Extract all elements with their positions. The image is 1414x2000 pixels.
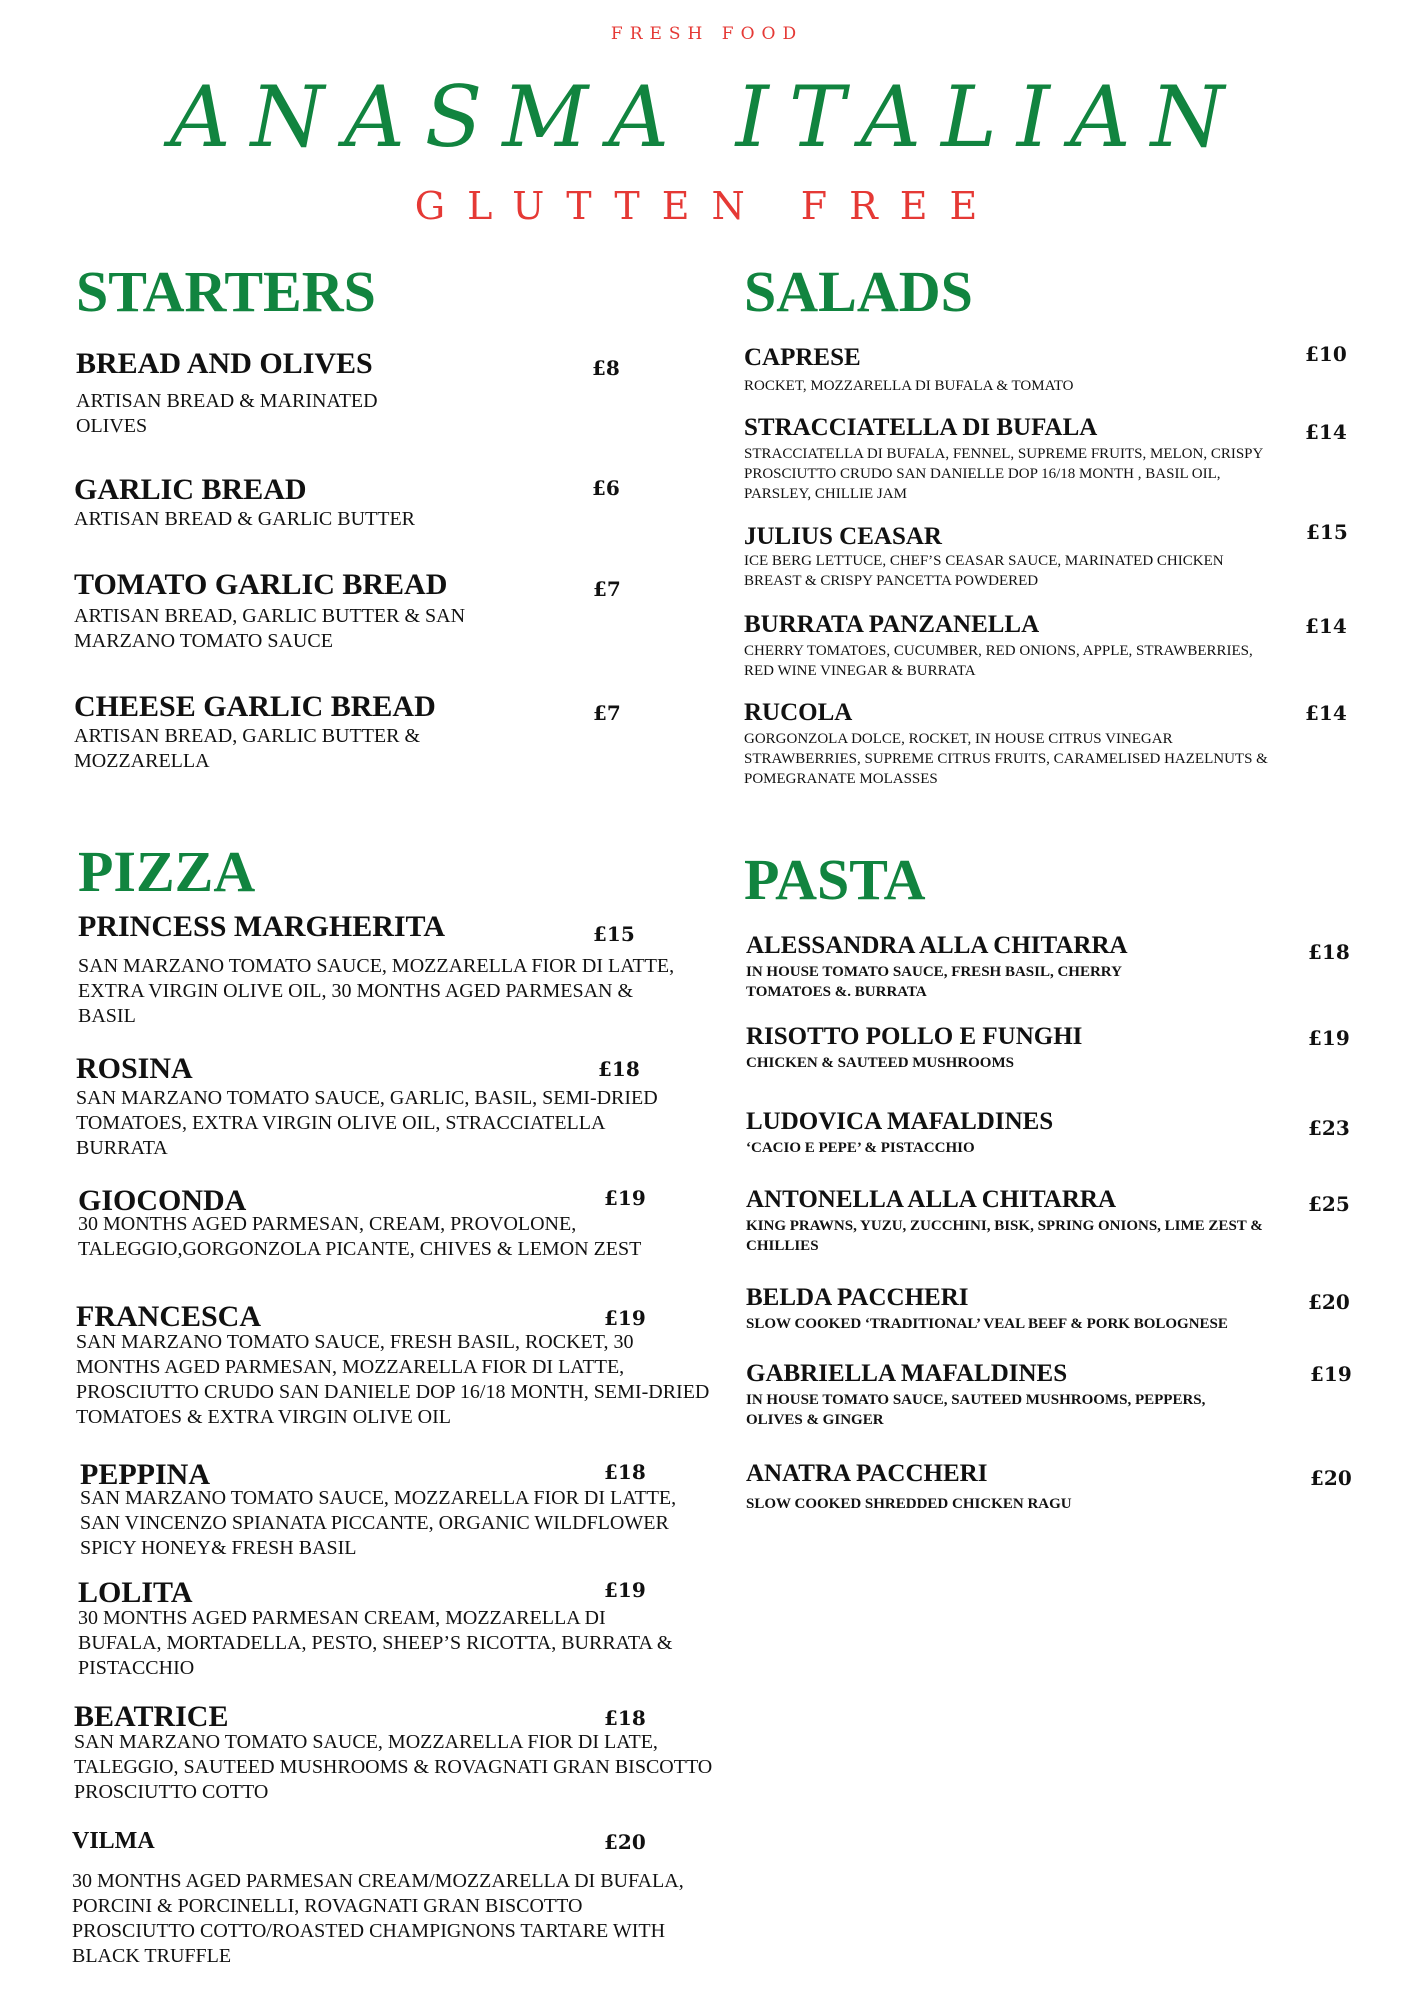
- starters-heading: STARTERS: [76, 259, 376, 324]
- item-description: GORGONZOLA DOLCE, ROCKET, IN HOUSE CITRUS VINEGAR STRAWBERRIES, SUPREME CITRUS FRUITS, CARAMELISED HAZELNUTS & POMEGRANATE MOLASSES: [744, 731, 1268, 787]
- item-price: £18: [598, 1057, 640, 1081]
- item-price: £14: [1305, 420, 1347, 444]
- item-description: ICE BERG LETTUCE, CHEF’S CEASAR SAUCE, MARINATED CHICKEN BREAST & CRISPY PANCETTA POWDERED: [744, 553, 1224, 589]
- item-description: 30 MONTHS AGED PARMESAN, CREAM, PROVOLONE, TALEGGIO,GORGONZOLA PICANTE, CHIVES & LEMON ZEST: [78, 1213, 642, 1260]
- item-description: CHICKEN & SAUTEED MUSHROOMS: [746, 1055, 1014, 1071]
- item-price: £19: [1308, 1026, 1350, 1050]
- menu-item: [74, 690, 494, 774]
- item-description: SAN MARZANO TOMATO SAUCE, FRESH BASIL, ROCKET, 30 MONTHS AGED PARMESAN, MOZZARELLA FIOR DI LATTE, PROSCIUTTO CRUDO SAN DANIELE DOP 16/18 MONTH, SEMI-DRIED TOMATOES & EXTRA VIRGIN OLIVE OIL: [76, 1331, 710, 1428]
- item-description: CHERRY TOMATOES, CUCUMBER, RED ONIONS, APPLE, STRAWBERRIES, RED WINE VINEGAR & BURRATA: [744, 643, 1253, 679]
- menu-item: [78, 1576, 688, 1681]
- item-price: £19: [1310, 1362, 1352, 1386]
- item-price: £18: [604, 1706, 646, 1730]
- menu-item: [74, 473, 514, 532]
- item-name: ANATRA PACCHERI: [746, 1460, 988, 1487]
- item-name: RUCOLA: [744, 699, 853, 726]
- item-name: PEPPINA: [80, 1458, 210, 1491]
- item-description: SLOW COOKED SHREDDED CHICKEN RAGU: [746, 1496, 1072, 1512]
- item-name: JULIUS CEASAR: [744, 523, 942, 550]
- menu-item: [744, 523, 1264, 591]
- menu-item: [72, 1828, 692, 1969]
- item-description: ARTISAN BREAD & MARINATED OLIVES: [76, 390, 378, 437]
- item-price: £25: [1308, 1192, 1350, 1216]
- item-description: IN HOUSE TOMATO SAUCE, FRESH BASIL, CHERRY TOMATOES &. BURRATA: [746, 964, 1122, 1000]
- menu-item: [746, 1360, 1246, 1430]
- item-price: £7: [593, 701, 621, 725]
- item-price: £7: [593, 577, 621, 601]
- item-description: 30 MONTHS AGED PARMESAN CREAM/MOZZARELLA DI BUFALA, PORCINI & PORCINELLI, ROVAGNATI GRAN BISCOTTO PROSCIUTTO COTTO/ROASTED CHAMPIGNONS TARTARE WITH BLACK TRUFFLE: [72, 1870, 684, 1967]
- item-price: £15: [1306, 520, 1348, 544]
- item-description: SLOW COOKED ‘TRADITIONAL’ VEAL BEEF & PORK BOLOGNESE: [746, 1316, 1228, 1332]
- menu-item: [76, 1052, 676, 1161]
- item-name: PRINCESS MARGHERITA: [78, 910, 445, 943]
- item-price: £14: [1305, 701, 1347, 725]
- item-description: SAN MARZANO TOMATO SAUCE, MOZZARELLA FIOR DI LATTE, SAN VINCENZO SPIANATA PICCANTE, ORGANIC WILDFLOWER SPICY HONEY& FRESH BASIL: [80, 1487, 677, 1559]
- item-name: ROSINA: [76, 1052, 193, 1085]
- menu-item: [744, 611, 1264, 681]
- menu-item: [746, 1284, 1246, 1334]
- restaurant-title: ANASMA ITALIAN: [169, 68, 1245, 166]
- item-name: GARLIC BREAD: [74, 473, 307, 506]
- item-name: STRACCIATELLA DI BUFALA: [744, 414, 1098, 441]
- item-name: GABRIELLA MAFALDINES: [746, 1360, 1068, 1387]
- item-description: ROCKET, MOZZARELLA DI BUFALA & TOMATO: [744, 378, 1074, 394]
- menu-item: [78, 1184, 678, 1262]
- item-description: SAN MARZANO TOMATO SAUCE, MOZZARELLA FIOR DI LATE, TALEGGIO, SAUTEED MUSHROOMS & ROVAGNATI GRAN BISCOTTO PROSCIUTTO COTTO: [74, 1731, 713, 1803]
- menu-item: [744, 699, 1284, 789]
- item-name: VILMA: [72, 1828, 155, 1854]
- item-name: RISOTTO POLLO E FUNGHI: [746, 1023, 1083, 1050]
- item-price: £20: [604, 1830, 646, 1854]
- item-description: ARTISAN BREAD, GARLIC BUTTER & MOZZARELLA: [74, 725, 421, 772]
- item-price: £18: [604, 1460, 646, 1484]
- item-price: £19: [604, 1306, 646, 1330]
- item-name: CAPRESE: [744, 344, 861, 371]
- item-name: BELDA PACCHERI: [746, 1284, 969, 1311]
- item-name: ALESSANDRA ALLA CHITARRA: [746, 932, 1128, 959]
- item-price: £18: [1308, 940, 1350, 964]
- item-price: £10: [1305, 342, 1347, 366]
- menu-item: [74, 568, 514, 654]
- item-name: GIOCONDA: [78, 1184, 247, 1217]
- menu-item: [744, 414, 1274, 504]
- menu-item: [746, 1108, 1226, 1158]
- item-name: ANTONELLA ALLA CHITARRA: [746, 1186, 1116, 1213]
- item-name: BURRATA PANZANELLA: [744, 611, 1040, 638]
- menu-item: [746, 1186, 1266, 1256]
- item-price: £20: [1308, 1290, 1350, 1314]
- item-name: TOMATO GARLIC BREAD: [74, 568, 448, 601]
- item-description: SAN MARZANO TOMATO SAUCE, MOZZARELLA FIOR DI LATTE, EXTRA VIRGIN OLIVE OIL, 30 MONTHS AGED PARMESAN & BASIL: [78, 955, 675, 1027]
- pizza-heading: PIZZA: [78, 839, 256, 904]
- item-price: £23: [1308, 1116, 1350, 1140]
- item-name: FRANCESCA: [76, 1300, 262, 1333]
- item-description: 30 MONTHS AGED PARMESAN CREAM, MOZZARELLA DI BUFALA, MORTADELLA, PESTO, SHEEP’S RICOTTA, BURRATA & PISTACCHIO: [78, 1607, 673, 1679]
- menu-item: [76, 347, 436, 439]
- item-name: LUDOVICA MAFALDINES: [746, 1108, 1054, 1135]
- salads-heading: SALADS: [744, 259, 973, 324]
- item-price: £19: [604, 1186, 646, 1210]
- item-name: BREAD AND OLIVES: [76, 347, 373, 380]
- item-name: LOLITA: [78, 1576, 193, 1609]
- item-price: £20: [1310, 1466, 1352, 1490]
- item-price: £15: [593, 922, 635, 946]
- item-name: BEATRICE: [74, 1700, 229, 1733]
- menu-subtitle: GLUTTEN FREE: [414, 184, 1000, 228]
- item-price: £14: [1305, 614, 1347, 638]
- menu-item: [746, 932, 1206, 1002]
- menu-item: [744, 344, 1264, 396]
- item-description: ARTISAN BREAD & GARLIC BUTTER: [74, 508, 416, 530]
- pasta-heading: PASTA: [744, 847, 926, 912]
- item-price: £19: [604, 1578, 646, 1602]
- menu-item: [746, 1023, 1226, 1073]
- item-description: SAN MARZANO TOMATO SAUCE, GARLIC, BASIL, SEMI-DRIED TOMATOES, EXTRA VIRGIN OLIVE OIL, STRACCIATELLA BURRATA: [76, 1087, 658, 1159]
- item-name: CHEESE GARLIC BREAD: [74, 690, 436, 723]
- item-description: KING PRAWNS, YUZU, ZUCCHINI, BISK, SPRING ONIONS, LIME ZEST & CHILLIES: [746, 1218, 1263, 1254]
- item-description: STRACCIATELLA DI BUFALA, FENNEL, SUPREME FRUITS, MELON, CRISPY PROSCIUTTO CRUDO SAN DANIELLE DOP 16/18 MONTH , BASIL OIL, PARSLEY, CHILLIE JAM: [744, 446, 1263, 502]
- item-price: £8: [592, 356, 620, 380]
- item-price: £6: [592, 476, 620, 500]
- item-description: ARTISAN BREAD, GARLIC BUTTER & SAN MARZANO TOMATO SAUCE: [74, 605, 466, 652]
- menu-item: [80, 1458, 690, 1561]
- eyebrow-text: FRESH FOOD: [610, 24, 804, 44]
- item-description: IN HOUSE TOMATO SAUCE, SAUTEED MUSHROOMS, PEPPERS, OLIVES & GINGER: [746, 1392, 1206, 1428]
- item-description: ‘CACIO E PEPE’ & PISTACCHIO: [746, 1140, 975, 1156]
- menu-item: [746, 1460, 1266, 1514]
